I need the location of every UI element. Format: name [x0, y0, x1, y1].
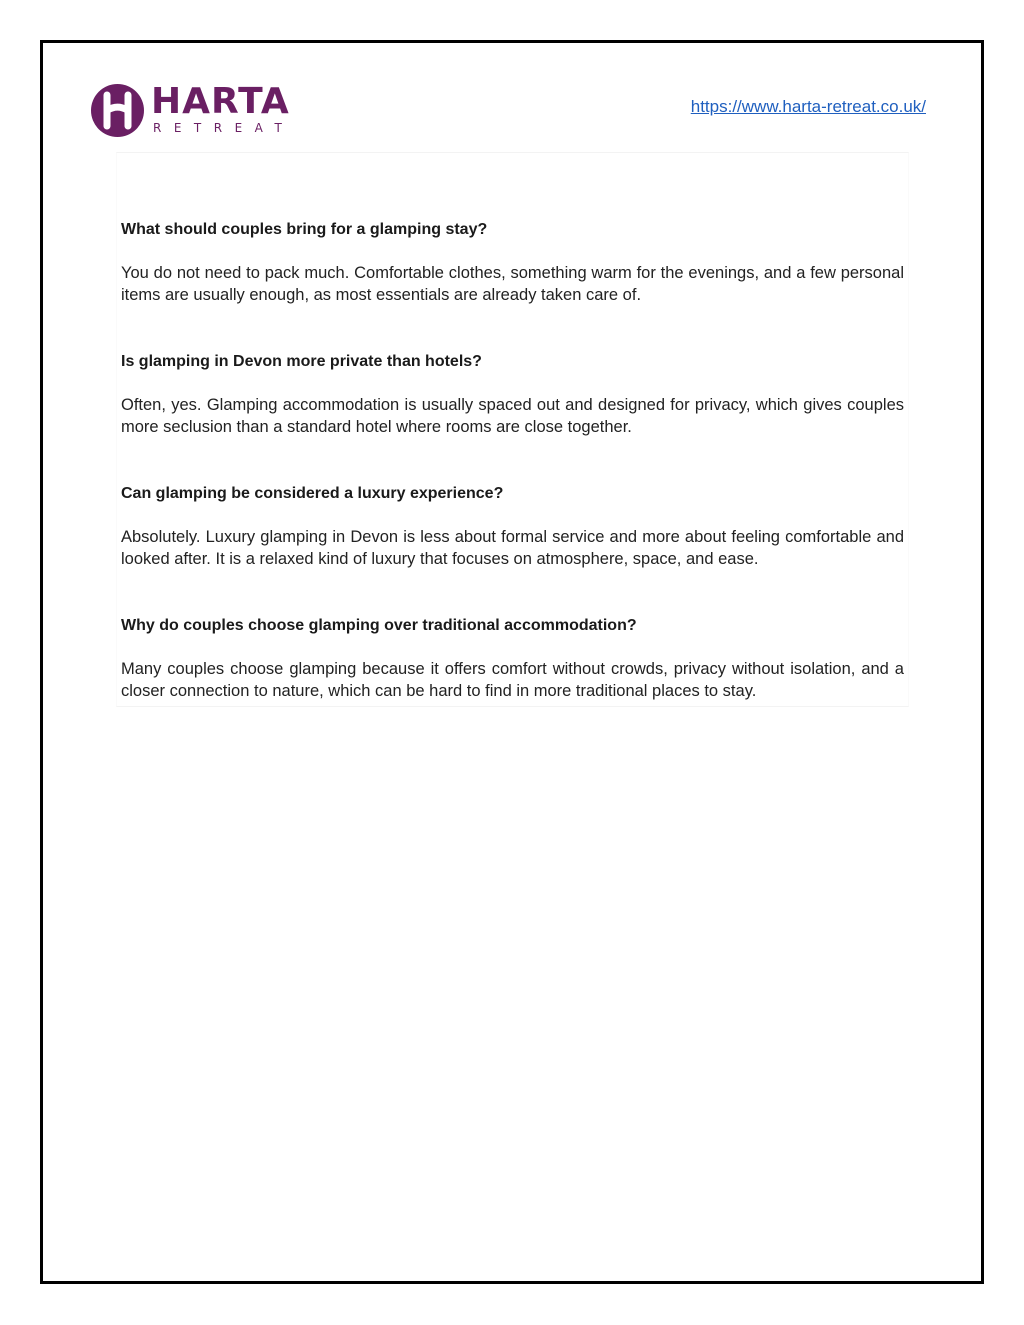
faq-answer: Absolutely. Luxury glamping in Devon is less about formal service and more about feeling comfortable and looked after. It is a relaxed kind of luxury that focuses on atmosphere, space, and ease.	[121, 528, 904, 568]
faq-question: Is glamping in Devon more private than hotels?	[121, 353, 482, 370]
logo-mark-icon	[91, 84, 144, 137]
faq-section	[116, 152, 909, 707]
faq-item	[121, 615, 904, 702]
faq-question: Why do couples choose glamping over traditional accommodation?	[121, 617, 637, 634]
faq-item	[121, 219, 904, 306]
faq-answer: You do not need to pack much. Comfortable clothes, something warm for the evenings, and a few personal items are usually enough, as most essentials are already taken care of.	[121, 264, 904, 304]
website-link[interactable]: https://www.harta-retreat.co.uk/	[690, 97, 926, 116]
logo-sub-text: RETREAT	[153, 121, 295, 135]
faq-question: What should couples bring for a glamping stay?	[121, 221, 488, 238]
faq-item	[121, 483, 904, 570]
faq-answer: Many couples choose glamping because it offers comfort without crowds, privacy without isolation, and a closer connection to nature, which can be hard to find in more traditional places to stay.	[121, 660, 904, 700]
logo-brand-text: HARTA	[151, 81, 290, 122]
harta-retreat-logo	[91, 81, 295, 142]
faq-question: Can glamping be considered a luxury experience?	[121, 485, 504, 502]
faq-answer: Often, yes. Glamping accommodation is usually spaced out and designed for privacy, which gives couples more seclusion than a standard hotel where rooms are close together.	[121, 396, 904, 436]
faq-item	[121, 351, 904, 438]
